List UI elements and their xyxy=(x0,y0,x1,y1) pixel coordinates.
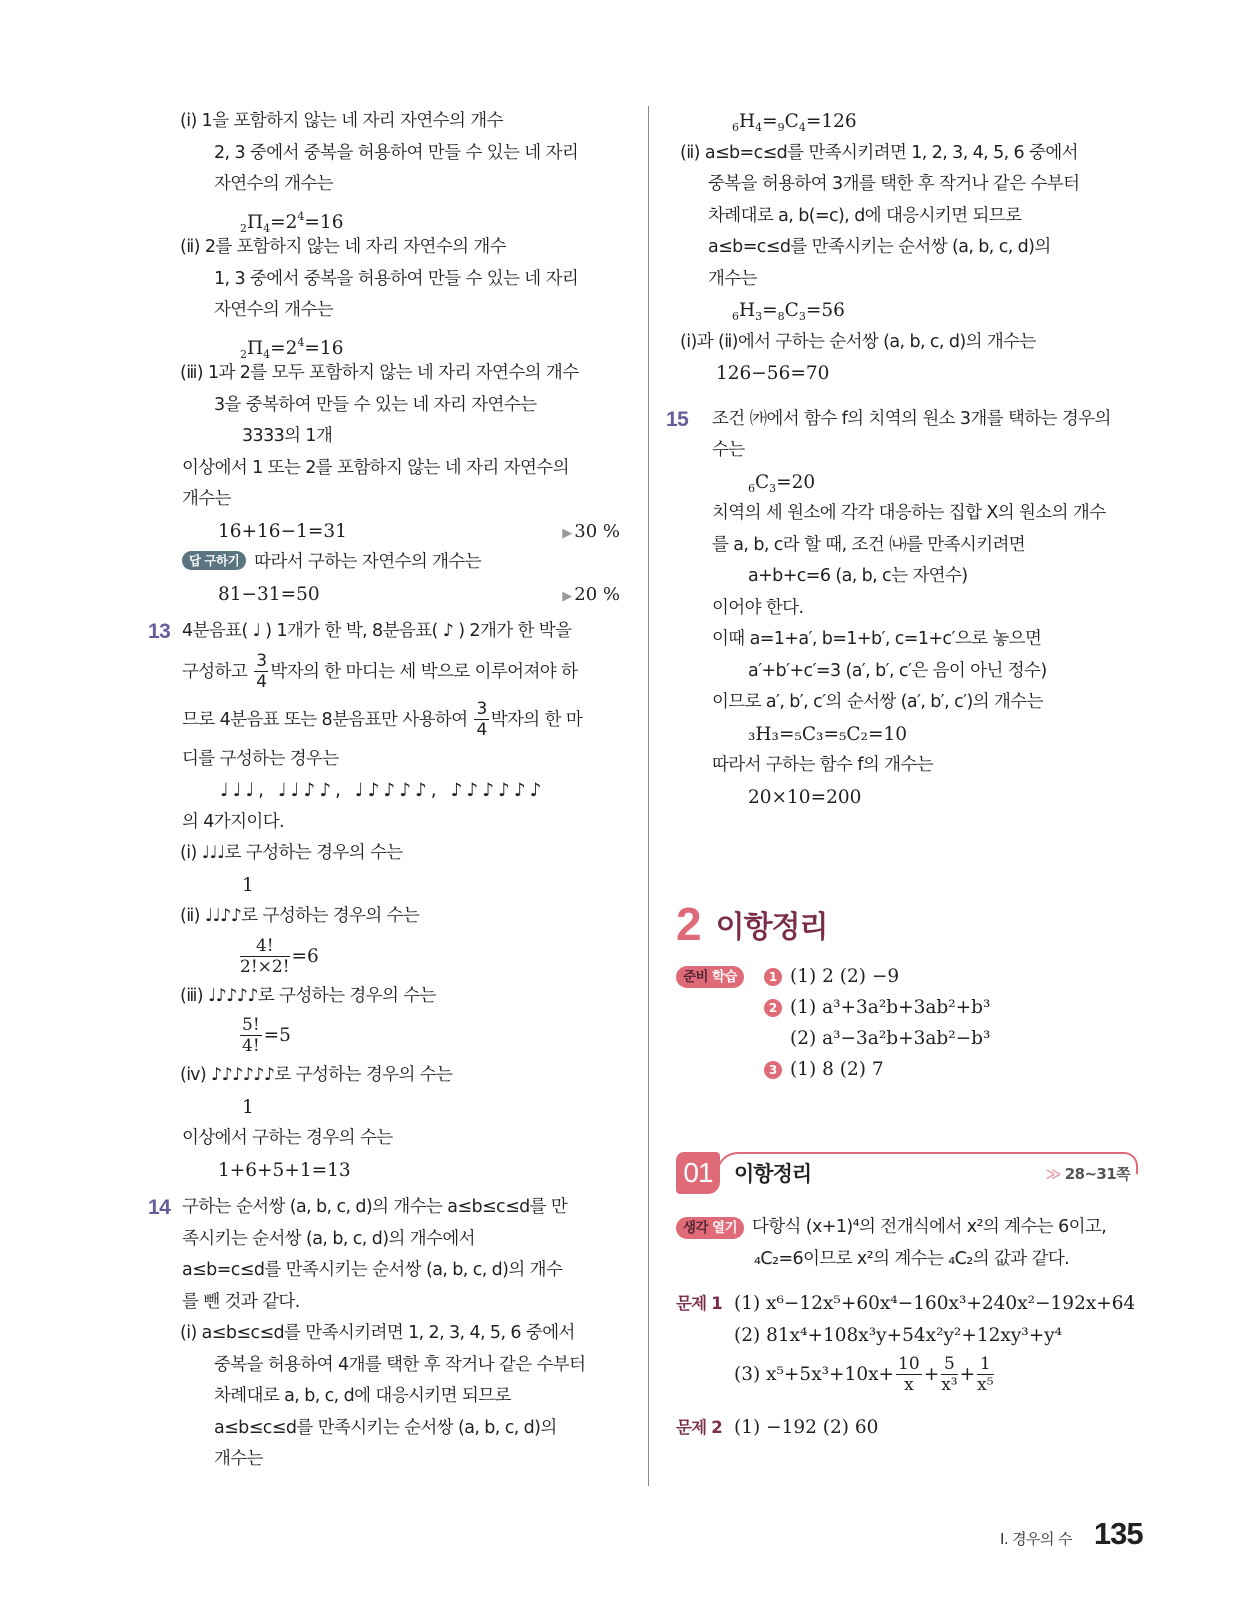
formula: ₃H₃=₅C₃=₅C₂=10 xyxy=(748,723,907,745)
prep-item: 1 (1) 2 (2) −9 xyxy=(764,961,899,992)
fraction: $\frac{3}{4}$ xyxy=(256,650,267,692)
formula: 20×10=200 xyxy=(748,786,862,808)
fraction: $\frac{5}{\text{x³}}$ xyxy=(941,1354,958,1395)
problem-text: 수는 xyxy=(712,440,745,460)
case-text: 2, 3 중에서 중복을 허용하여 만들 수 있는 네 자리 xyxy=(214,142,579,163)
formula: 1 xyxy=(242,874,254,896)
problem-text: 의 4가지이다. xyxy=(182,811,284,832)
problem-text: 를 뺀 것과 같다. xyxy=(182,1291,300,1312)
problem-text: 이때 a=1+a′, b=1+b′, c=1+c′으로 놓으면 xyxy=(712,629,1042,649)
problem-label: 문제 2 xyxy=(676,1418,722,1437)
case-heading: (ⅰ) 1을 포함하지 않는 네 자리 자연수의 개수 xyxy=(180,111,503,131)
answer-line: 문제 2 (1) −192 (2) 60 xyxy=(676,1412,1146,1444)
problem-14: 14 구하는 순서쌍 (a, b, c, d)의 개수는 a≤b≤c≤d를 만 xyxy=(150,1192,620,1224)
case-text: 개수는 xyxy=(708,268,757,289)
open-badge: 생각 열기 xyxy=(676,1217,744,1239)
case-text: 3을 중복하여 만들 수 있는 네 자리 자연수는 xyxy=(214,394,537,415)
problem-text: 디를 구성하는 경우는 xyxy=(182,748,339,769)
problem-text: 구성하고 $\frac{3}{4}$ 박자의 한 마디는 세 박으로 이루어져야 하 xyxy=(182,650,578,692)
score-percent: ▶ 30 % xyxy=(562,520,620,542)
problem-text: 를 a, b, c라 할 때, 조건 ㈏를 만족시키려면 xyxy=(712,534,1026,555)
case-text: 중복을 허용하여 3개를 택한 후 작거나 같은 수부터 xyxy=(708,174,1080,194)
case-text: 개수는 xyxy=(214,1449,263,1469)
problem-text: a≤b=c≤d를 만족시키는 순서쌍 (a, b, c, d)의 개수 xyxy=(182,1260,563,1280)
score-percent: ▶ 20 % xyxy=(562,583,620,605)
answer-line: (3) x⁵+5x³+10x+ $\frac{10}{x}$ + $\frac{5}{\text{x³}}$ + $\frac{1}{\text{x⁵}}$ xyxy=(734,1354,994,1395)
case-text: a≤b=c≤d를 만족시키는 순서쌍 (a, b, c, d)의 xyxy=(708,237,1051,257)
problem-number: 15 xyxy=(666,407,689,431)
case-heading: (ⅲ) ♩♪♪♪♪로 구성하는 경우의 수는 xyxy=(180,985,436,1006)
formula: $_6C_3=20$ xyxy=(748,471,816,495)
answer-line: 문제 1 (1) x⁶−12x⁵+60x⁴−160x³+240x²−192x+64 xyxy=(676,1288,1146,1320)
summary-text: 개수는 xyxy=(182,489,231,509)
music-notes: ♩♩♩, ♩♩♪♪, ♩♪♪♪♪, ♪♪♪♪♪♪ xyxy=(220,780,546,801)
case-heading: (ⅱ) ♩♩♪♪로 구성하는 경우의 수는 xyxy=(180,906,420,926)
left-column xyxy=(150,106,620,1476)
problem-text: 치역의 세 원소에 각각 대응하는 집합 X의 원소의 개수 xyxy=(712,503,1106,523)
answer-line: 답 구하기 따라서 구하는 자연수의 개수는 xyxy=(150,547,620,579)
formula: $_6H_3=_8C_3=56$ xyxy=(732,300,845,323)
case-text: a≤b≤c≤d를 만족시키는 순서쌍 (a, b, c, d)의 xyxy=(214,1417,557,1438)
case-heading: (ⅰ) ♩♩♩로 구성하는 경우의 수는 xyxy=(180,843,403,863)
formula: a′+b′+c′=3 (a′, b′, c′은 음이 아닌 정수) xyxy=(748,660,1047,681)
problem-15: 15 조건 ㈎에서 함수 f의 치역의 원소 3개를 택하는 경우의 xyxy=(672,404,1152,436)
problem-text: 따라서 구하는 함수 f의 개수는 xyxy=(712,755,934,775)
result-text: (ⅰ)과 (ⅱ)에서 구하는 순서쌍 (a, b, c, d)의 개수는 xyxy=(680,331,1036,352)
prep-item: 2 (1) a³+3a²b+3ab²+b³ xyxy=(764,992,990,1023)
problem-text: 이어야 한다. xyxy=(712,597,804,618)
problem-text: 족시키는 순서쌍 (a, b, c, d)의 개수에서 xyxy=(182,1228,475,1249)
page-footer xyxy=(1000,1516,1143,1552)
summary-text: 이상에서 1 또는 2를 포함하지 않는 네 자리 자연수의 xyxy=(182,457,569,478)
prep-item: 3 (1) 8 (2) 7 xyxy=(764,1054,884,1085)
formula: 126−56=70 xyxy=(716,363,830,384)
formula: 1+6+5+1=13 xyxy=(218,1159,351,1181)
circled-number-icon: 3 xyxy=(764,1061,782,1079)
prep-item: (2) a³−3a²b+3ab²−b³ xyxy=(790,1028,991,1049)
answer-badge: 답 구하기 xyxy=(182,551,246,570)
open-thinking xyxy=(676,1212,1146,1275)
problem-number: 13 xyxy=(148,620,171,643)
fraction: $\frac{10}{x}$ xyxy=(898,1354,920,1395)
open-line: ₄C₂=6이므로 x²의 계수는 ₄C₂의 값과 같다. xyxy=(754,1248,1070,1269)
formula: 81−31=50 ▶ 20 % xyxy=(150,579,620,611)
case-text: 자연수의 개수는 xyxy=(214,174,334,194)
chapter-label: Ⅰ. 경우의 수 xyxy=(1000,1530,1072,1548)
lesson-header xyxy=(676,1148,1138,1196)
case-heading: (ⅱ) 2를 포함하지 않는 네 자리 자연수의 개수 xyxy=(180,237,507,257)
formula: $_6H_4=_9C_4=126$ xyxy=(732,111,857,134)
chevron-right-icon: ≫ xyxy=(1045,1165,1061,1183)
lesson-title: 이항정리 xyxy=(734,1162,812,1186)
prep-study xyxy=(676,966,991,1080)
problem-text: 이므로 a′, b′, c′의 순서쌍 (a′, b′, c′)의 개수는 xyxy=(712,692,1043,712)
formula: 1 xyxy=(242,1096,254,1118)
case-text: 차례대로 a, b(=c), d에 대응시키면 되므로 xyxy=(708,205,1022,226)
problem-number: 14 xyxy=(148,1196,171,1219)
answer-line: (2) 81x⁴+108x³y+54x²y²+12xy³+y⁴ xyxy=(734,1324,1063,1346)
formula: $\frac{5!}{4!}$ =5 xyxy=(242,1015,291,1056)
answer-problem-2 xyxy=(676,1412,1146,1444)
page-number: 135 xyxy=(1093,1516,1143,1551)
case-text: 1, 3 중에서 중복을 허용하여 만들 수 있는 네 자리 xyxy=(214,268,579,289)
problem-label: 문제 1 xyxy=(676,1294,722,1313)
case-text: 3333의 1개 xyxy=(242,426,333,446)
formula: $_2\Pi_4=2^4=16$ xyxy=(240,209,344,235)
section-title: 이항정리 xyxy=(715,910,828,945)
column-divider xyxy=(648,106,649,1486)
triangle-icon: ▶ xyxy=(562,525,573,541)
formula: $_2\Pi_4=2^4=16$ xyxy=(240,335,344,361)
triangle-icon: ▶ xyxy=(562,588,573,604)
formula: 16+16−1=31 ▶ 30 % xyxy=(150,516,620,548)
lesson-number: 01 xyxy=(676,1152,720,1194)
circled-number-icon: 1 xyxy=(764,968,782,986)
formula: $\frac{4!}{2!\times 2!}$ =6 xyxy=(240,935,319,977)
case-heading: (ⅰ) a≤b≤c≤d를 만족시키려면 1, 2, 3, 4, 5, 6 중에서 xyxy=(180,1323,575,1343)
case-text: 중복을 허용하여 4개를 택한 후 작거나 같은 수부터 xyxy=(214,1354,586,1375)
section-heading xyxy=(676,896,828,952)
formula: a+b+c=6 (a, b, c는 자연수) xyxy=(748,566,968,586)
prep-badge: 준비 학습 xyxy=(676,966,744,988)
section-number: 2 xyxy=(676,898,702,950)
problem-text: 므로 4분음표 또는 8분음표만 사용하여 $\frac{3}{4}$ 박자의 한 마 xyxy=(182,698,583,740)
open-line: 생각 열기 다항식 (x+1)⁴의 전개식에서 x²의 계수는 6이고, xyxy=(676,1212,1146,1244)
summary-text: 이상에서 구하는 경우의 수는 xyxy=(182,1128,393,1148)
answer-problem-1 xyxy=(676,1288,1146,1399)
case-text: 자연수의 개수는 xyxy=(214,300,334,320)
right-column xyxy=(666,106,1152,813)
page-reference: ≫ 28~31쪽 xyxy=(1045,1165,1130,1183)
case-heading: (ⅱ) a≤b=c≤d를 만족시키려면 1, 2, 3, 4, 5, 6 중에서 xyxy=(680,142,1078,163)
case-heading: (ⅳ) ♪♪♪♪♪♪로 구성하는 경우의 수는 xyxy=(180,1065,453,1085)
case-text: 차례대로 a, b, c, d에 대응시키면 되므로 xyxy=(214,1386,511,1406)
fraction: $\frac{1}{\text{x⁵}}$ xyxy=(977,1354,994,1395)
circled-number-icon: 2 xyxy=(764,999,782,1017)
problem-13: 13 4분음표( ♩ ) 1개가 한 박, 8분음표( ♪ ) 2개가 한 박을 xyxy=(150,616,620,648)
fraction: $\frac{5!}{4!}$ xyxy=(242,1015,260,1056)
fraction: $\frac{3}{4}$ xyxy=(476,698,487,740)
fraction: $\frac{4!}{2!\times 2!}$ xyxy=(240,935,290,977)
case-heading: (ⅲ) 1과 2를 모두 포함하지 않는 네 자리 자연수의 개수 xyxy=(180,363,579,383)
